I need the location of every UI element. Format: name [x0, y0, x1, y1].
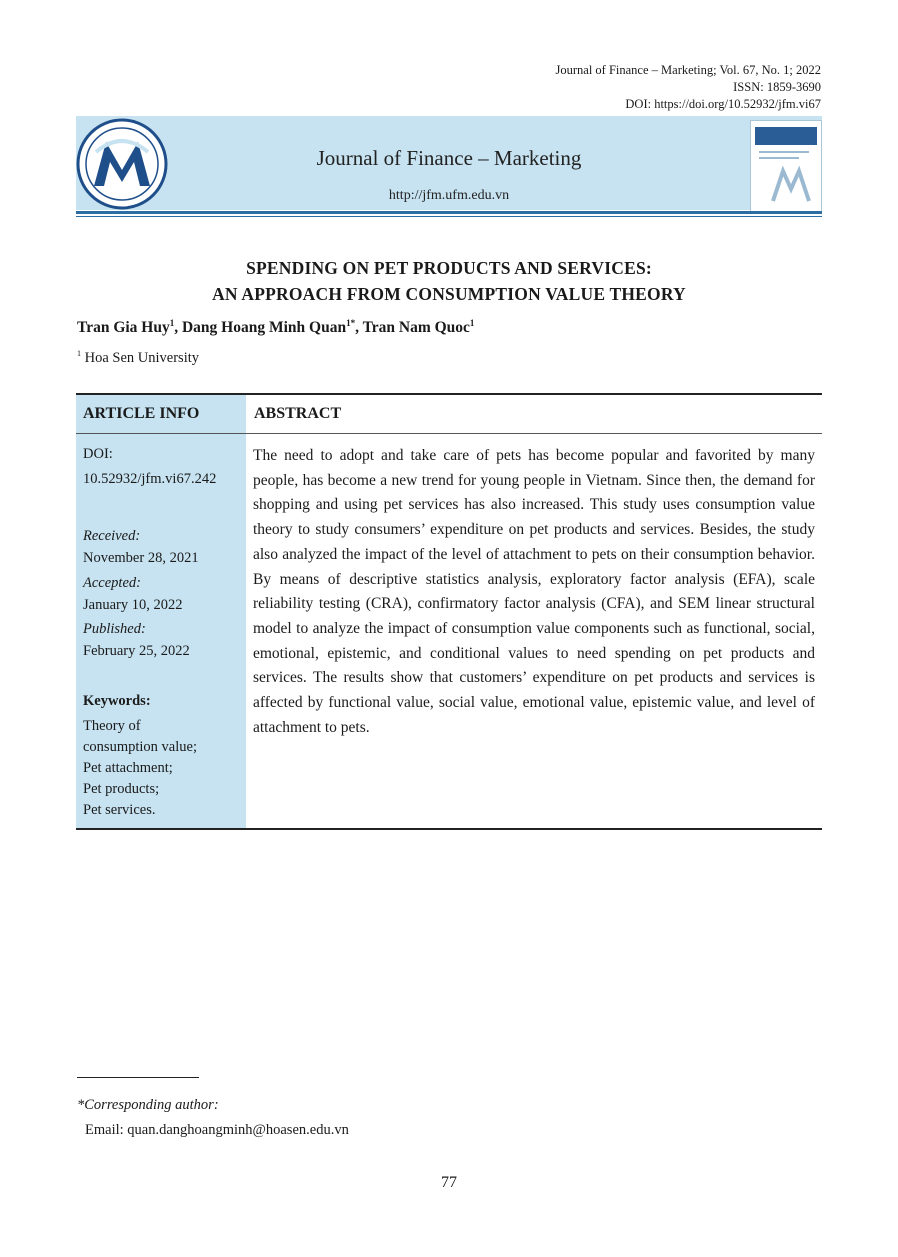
banner-rule-thin — [76, 216, 822, 217]
published-date: February 25, 2022 — [83, 643, 190, 659]
author-name: Tran Gia Huy — [77, 319, 170, 337]
citation-line: Journal of Finance – Marketing; Vol. 67, No. 1; 2022 — [555, 63, 821, 77]
abstract-text: The need to adopt and take care of pets has become popular and favorited by many people, has become a new trend for young people in Vietnam. Since then, the demand for shopping and using pet services has also increased. This study uses consumption value theory to study consumers’ expenditure on pet products and services. Besides, the study also analyzed the impact of the level of attachment to pets on their consumption behavior. By means of descriptive statistics analysis, exploratory factor analysis (EFA), scale reliability testing (CRA), confirmatory factor analysis (CFA), and SEM linear structural model to analyze the impact of consumption value components such as functional, social, emotional, epistemic, and conditional values to need spending on pet products and services. The results show that customers’ expenditure on pet products and services is affected by functional value, social value, emotional value, epistemic value, and level of attachment to pets. — [253, 447, 815, 736]
keyword-line: Pet services. — [83, 802, 156, 818]
affiliation-name: Hoa Sen University — [81, 349, 199, 366]
affiliation — [77, 349, 199, 367]
doi-value[interactable]: 10.52932/jfm.vi67.242 — [83, 471, 217, 487]
corresponding-author-label: *Corresponding author: — [77, 1097, 219, 1113]
page-number: 77 — [441, 1174, 457, 1191]
title-line-1: SPENDING ON PET PRODUCTS AND SERVICES: — [246, 258, 652, 278]
keywords-label: Keywords: — [83, 693, 151, 709]
cover-line — [759, 151, 809, 153]
keyword-line: consumption value; — [83, 739, 197, 755]
article-info-heading: ARTICLE INFO — [83, 405, 200, 422]
author-name: Dang Hoang Minh Quan — [181, 319, 347, 337]
keyword-line: Theory of — [83, 718, 141, 734]
keyword-line: Pet attachment; — [83, 760, 173, 776]
received-label: Received: — [83, 528, 141, 544]
cover-title-bar — [755, 127, 817, 145]
accepted-label: Accepted: — [83, 575, 141, 591]
doi-line: DOI: https://doi.org/10.52932/jfm.vi67 — [625, 97, 821, 111]
journal-banner — [76, 116, 822, 210]
affiliation-mark: 1 — [77, 349, 81, 358]
author-mark: 1* — [346, 318, 356, 328]
author-list — [77, 318, 474, 337]
accepted-date: January 10, 2022 — [83, 597, 183, 613]
keyword-line: Pet products; — [83, 781, 160, 797]
issn-line: ISSN: 1859-3690 — [733, 80, 821, 94]
journal-name: Journal of Finance – Marketing — [316, 146, 582, 170]
journal-cover-thumbnail — [750, 120, 822, 212]
abstract-heading: ABSTRACT — [254, 405, 342, 422]
journal-url[interactable]: http://jfm.ufm.edu.vn — [388, 188, 510, 203]
title-line-2: AN APPROACH FROM CONSUMPTION VALUE THEORY — [212, 284, 686, 304]
corresponding-author-email[interactable]: Email: quan.danghoangminh@hoasen.edu.vn — [85, 1122, 349, 1138]
banner-rule-thick — [76, 211, 822, 214]
received-date: November 28, 2021 — [83, 550, 199, 566]
doi-label: DOI: — [83, 446, 113, 462]
footnote-rule — [77, 1077, 199, 1078]
table-bottom-rule — [76, 828, 822, 830]
cover-line — [759, 157, 799, 159]
journal-citation-block — [556, 62, 822, 113]
author-mark: 1 — [469, 318, 475, 328]
published-label: Published: — [83, 621, 146, 637]
author-name: Tran Nam Quoc — [362, 319, 470, 337]
paper-title — [0, 255, 898, 307]
author-separator: , — [174, 319, 182, 337]
author-mark: 1 — [169, 318, 175, 328]
author-separator: , — [355, 319, 363, 337]
cover-graphic-icon — [769, 165, 813, 205]
